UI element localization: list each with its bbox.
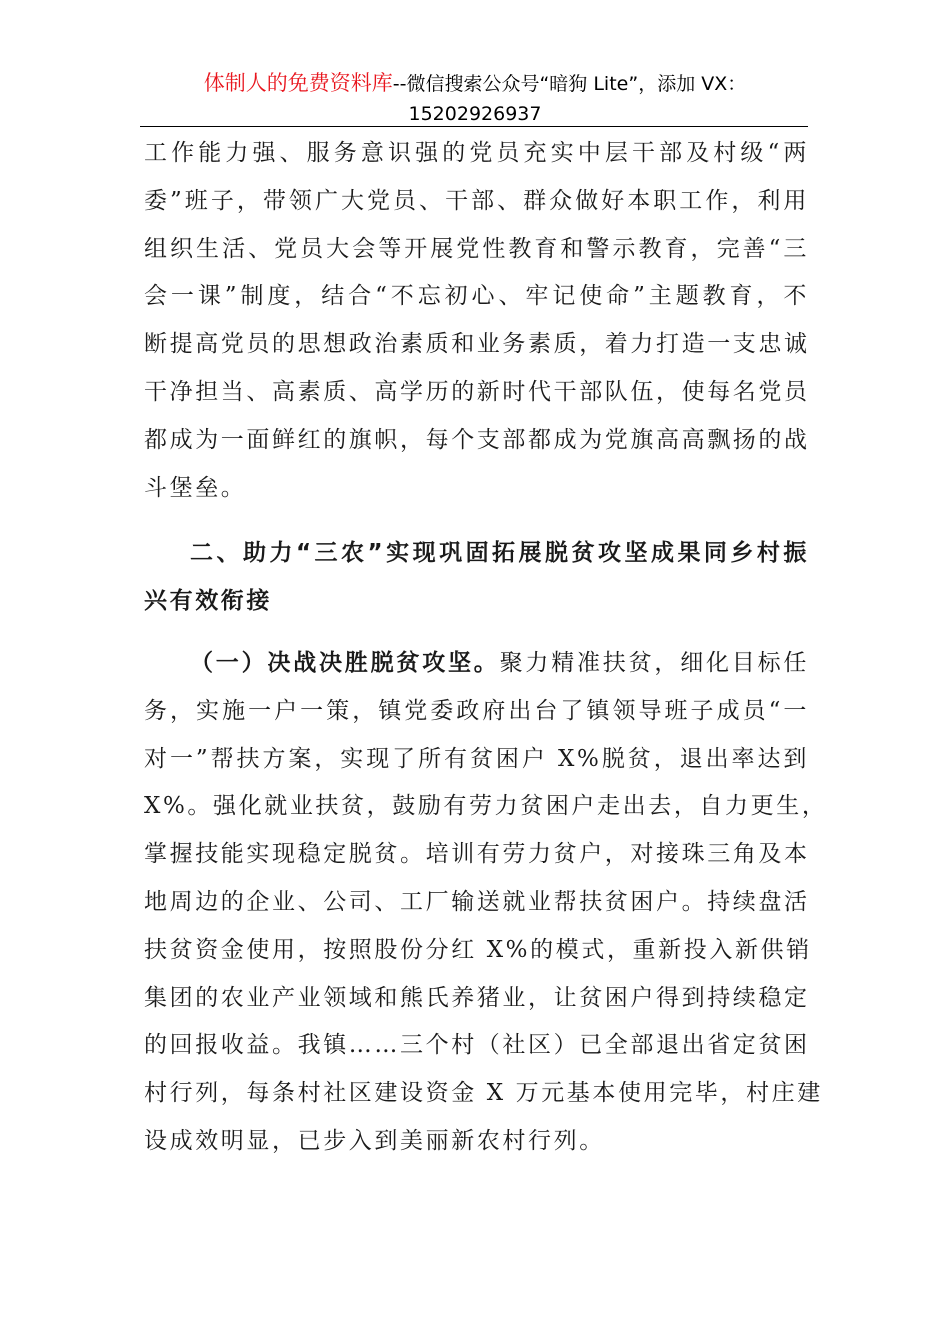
text-run: 聚力精准扶贫，细化目标任 [499, 649, 810, 676]
header-divider [140, 126, 808, 127]
text-line: 的回报收益。我镇……三个村（社区）已全部退出省定贫困 [144, 1032, 810, 1059]
text-line: 都成为一面鲜红的旗帜，每个支部都成为党旗高高飘扬的战 [144, 426, 810, 453]
text-line: 扶贫资金使用，按照股份分红 X%的模式，重新投入新供销 [144, 936, 812, 963]
text-line: 村行列，每条村社区建设资金 X 万元基本使用完毕，村庄建 [144, 1080, 823, 1107]
brand-name: 体制人的免费资料库 [203, 71, 393, 95]
text-line: 工作能力强、服务意识强的党员充实中层干部及村级“两 [144, 140, 809, 166]
text-line: 会一课”制度，结合“不忘初心、牢记使命”主题教育，不 [144, 283, 809, 310]
text-line: 对一”帮扶方案，实现了所有贫困户 X%脱贫，退出率达到 [144, 745, 809, 772]
document-body [144, 130, 828, 1166]
text-line: X%。强化就业扶贫，鼓励有劳力贫困户走出去，自力更生， [144, 793, 828, 820]
heading-line: 二、助力“三农”实现巩固拓展脱贫攻坚成果同乡村振 [190, 540, 809, 567]
text-line: 组织生活、党员大会等开展党性教育和警示教育，完善“三 [144, 235, 809, 262]
text-line: 委”班子，带领广大党员、干部、群众做好本职工作，利用 [144, 187, 809, 214]
text-line: 集团的农业产业领域和熊氏养猪业，让贫困户得到持续稳定 [144, 984, 810, 1011]
header-line [140, 68, 810, 99]
heading-line: 兴有效衔接 [144, 588, 272, 615]
header-contact: 15202926937 [408, 103, 542, 125]
page-header [140, 68, 810, 129]
paragraph-2 [144, 640, 828, 1166]
text-line: 设成效明显，已步入到美丽新农村行列。 [144, 1127, 605, 1154]
text-line: 务，实施一户一策，镇党委政府出台了镇领导班子成员“一 [144, 697, 809, 724]
text-line: 地周边的企业、公司、工厂输送就业帮扶贫困户。持续盘活 [144, 888, 810, 915]
text-line: 干净担当、高素质、高学历的新时代干部队伍，使每名党员 [144, 378, 810, 405]
text-line [144, 640, 809, 688]
subsection-heading: （一）决战决胜脱贫攻坚。 [190, 649, 500, 676]
text-line: 掌握技能实现稳定脱贫。培训有劳力贫户，对接珠三角及本 [144, 841, 810, 868]
section-heading [144, 530, 809, 626]
paragraph-1 [144, 130, 809, 512]
header-tagline: --微信搜索公众号“暗狗 Lite”，添加 VX： [392, 73, 747, 95]
text-line: 断提高党员的思想政治素质和业务素质，着力打造一支忠诚 [144, 331, 810, 358]
text-line: 斗堡垒。 [144, 474, 247, 501]
